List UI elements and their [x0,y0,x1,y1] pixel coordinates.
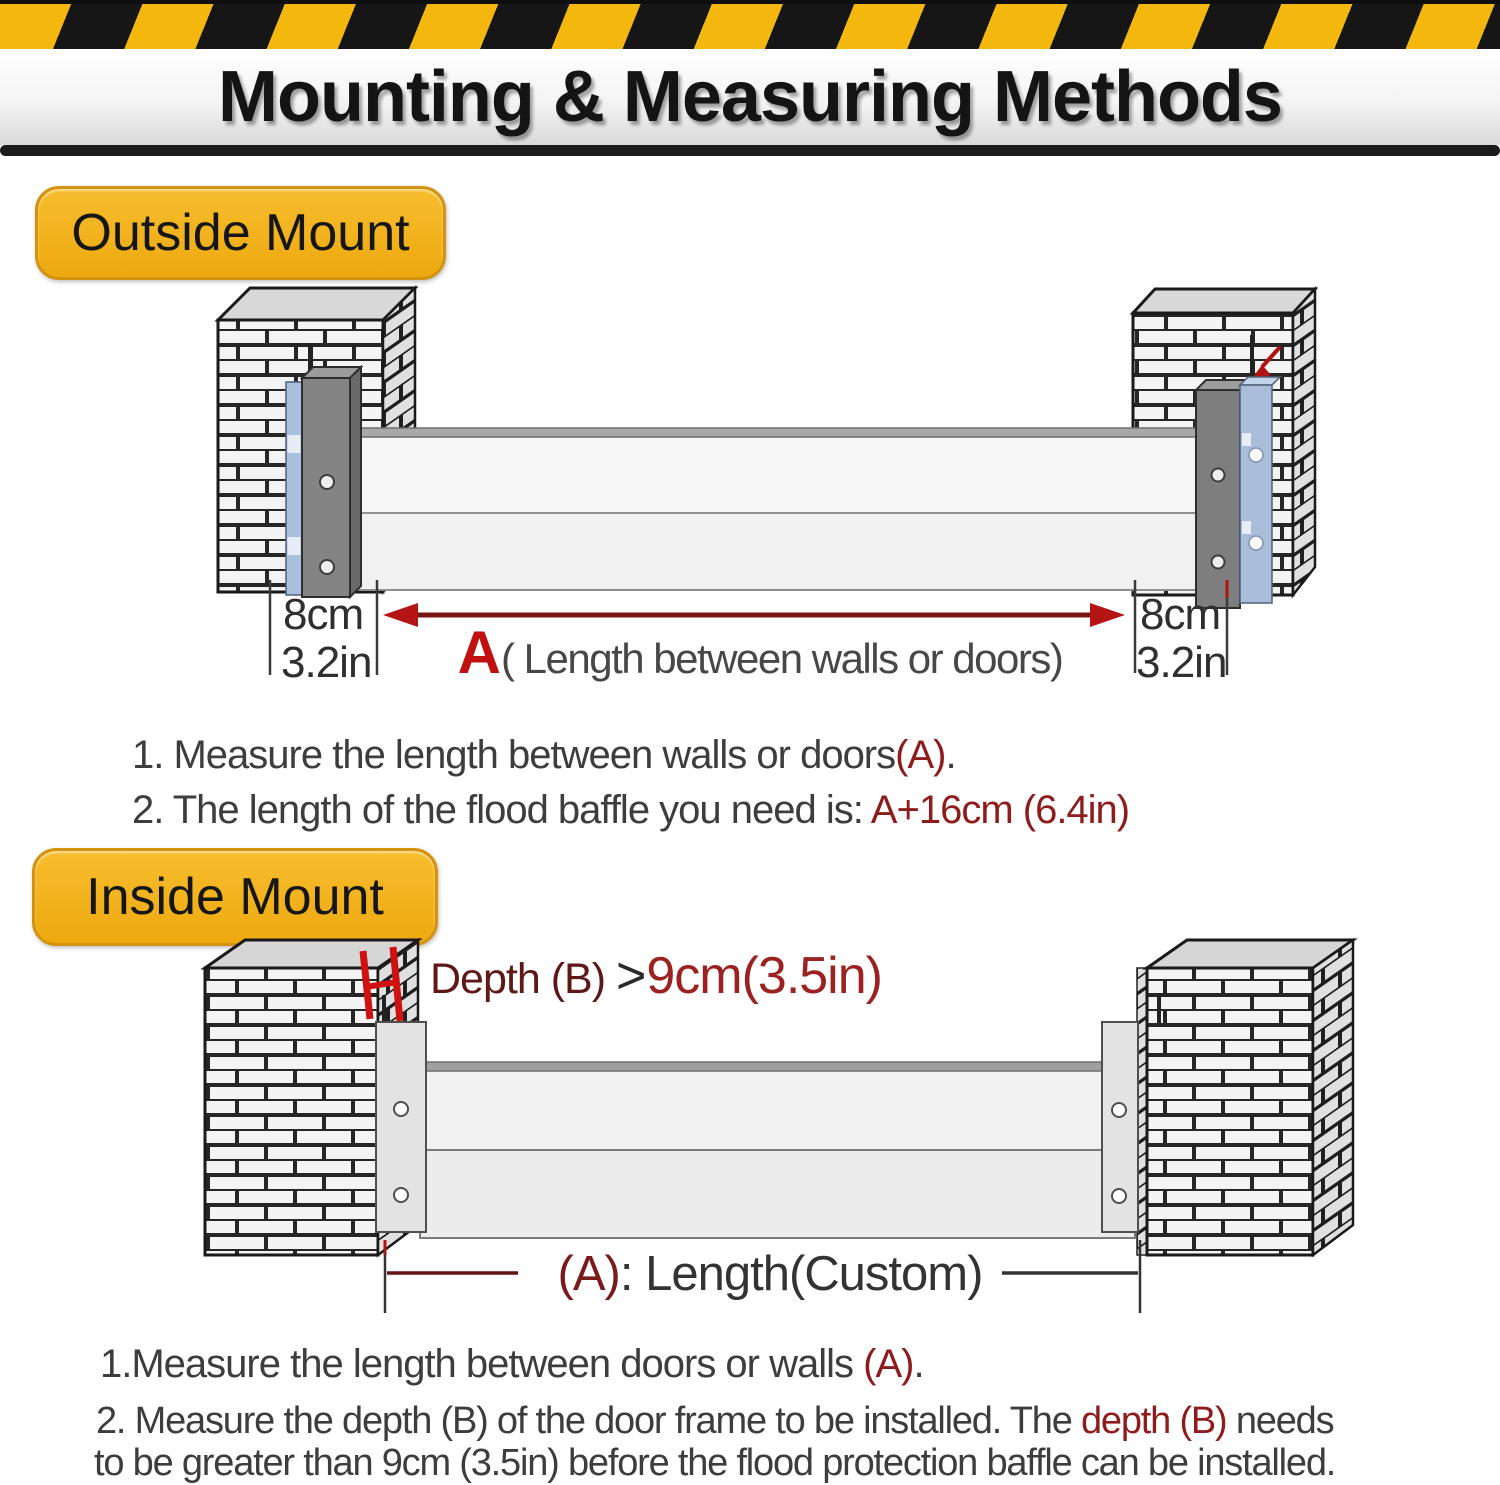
depth-annotation [430,946,882,1006]
page-title: Mounting & Measuring Methods [218,57,1282,137]
mounting-bracket-left [376,995,426,1232]
greater-than-sign: > [615,947,647,1005]
header-band [0,49,1500,145]
outside-step-2: 2. The length of the flood baffle you need is: A+16cm (6.4in) [132,788,1130,833]
span-label-text: ( Length between walls or doors) [501,635,1063,682]
screw-hole [320,475,334,489]
dimension-label-right-cm: 8cm [1140,590,1221,639]
outside-step-1: 1. Measure the length between walls or doors(A). [132,733,956,777]
dimension-label-right-in: 3.2in [1136,638,1227,687]
screw-hole [394,1188,408,1202]
outside-mount-steps [132,728,1129,838]
screw-hole [1212,469,1225,482]
length-annotation-text: : Length(Custom) [619,1247,983,1301]
flood-barrier-panels [420,1062,1135,1238]
screw-hole [394,1102,408,1116]
span-letter-a: A [457,619,501,686]
inside-mount-badge [32,848,438,946]
depth-annotation-value: 9cm(3.5in) [646,947,882,1005]
outside-mount-badge-label: Outside Mount [71,204,410,262]
inside-step-1: 1.Measure the length between doors or walls (A). [100,1342,924,1386]
screw-hole [1112,1103,1126,1117]
header-divider [0,145,1500,156]
screw-hole [320,560,334,574]
bracket-pin [1250,335,1254,379]
span-dimension-label [390,618,1130,687]
outside-mount-badge [35,186,446,280]
screw-hole [1212,556,1225,569]
bracket-pin [382,995,386,1023]
length-annotation [400,1246,1140,1302]
depth-annotation-name: Depth (B) [430,955,616,1003]
bracket-pin [1157,993,1161,1023]
dimension-label-left-in: 3.2in [281,638,372,687]
length-annotation-a: (A) [557,1247,620,1301]
dimension-label-left-cm: 8cm [283,590,364,639]
screw-hole [1112,1189,1126,1203]
inside-step-2-continued: to be greater than 9cm (3.5in) before the flood protection baffle can be installed. [94,1442,1336,1484]
right-pillar [1137,940,1353,1255]
inside-step-2: 2. Measure the depth (B) of the door frame to be installed. The depth (B) needs [96,1400,1334,1442]
hazard-stripe-banner [0,4,1500,49]
flood-barrier-panels [348,428,1228,590]
inside-mount-badge-label: Inside Mount [86,868,384,926]
